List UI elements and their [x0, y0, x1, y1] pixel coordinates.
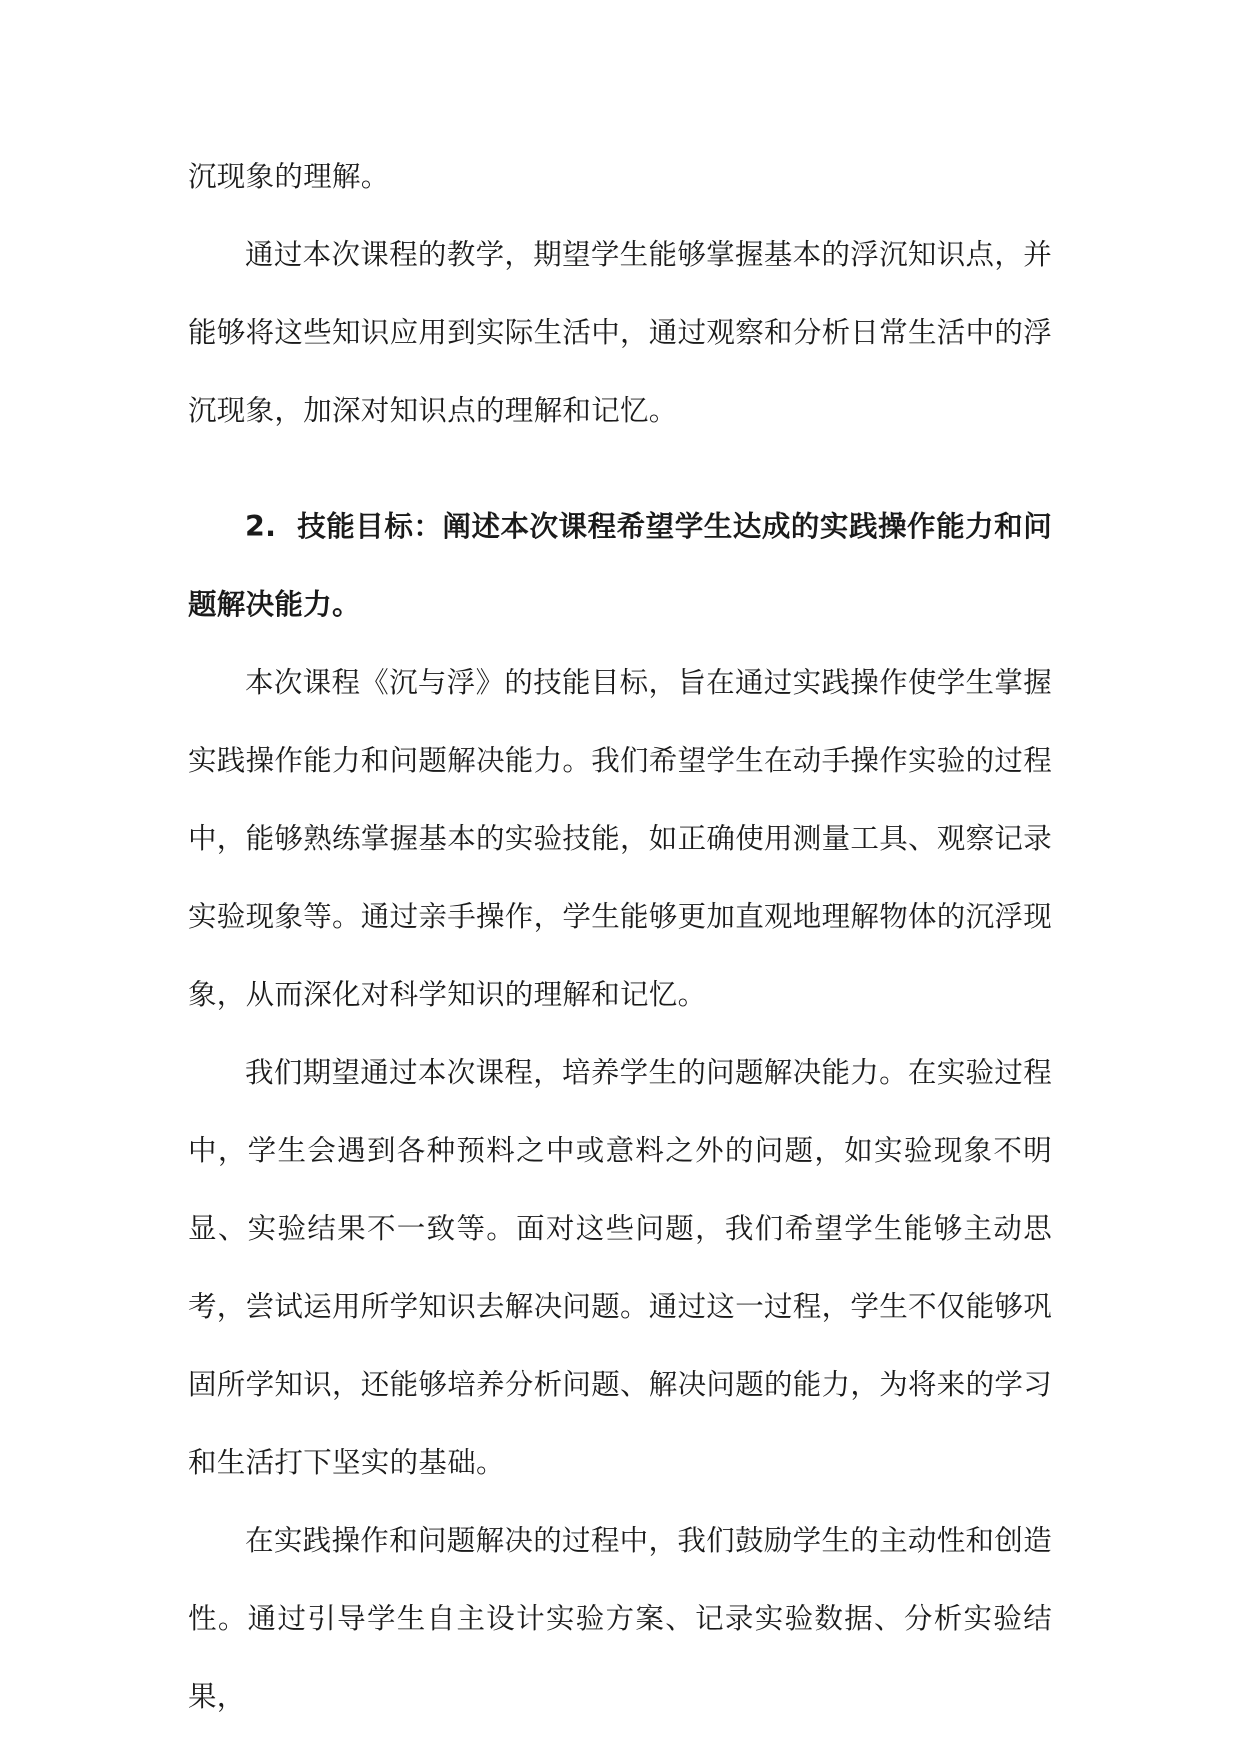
paragraph-problem-solving: 我们期望通过本次课程，培养学生的问题解决能力。在实验过程中，学生会遇到各种预料之中或意料之外的问题，如实验现象不明显、实验结果不一致等。面对这些问题，我们希望学生能够主动思考，尝试运用所学知识去解决问题。通过这一过程，学生不仅能够巩固所学知识，还能够培养分析问题、解决问题的能力，为将来的学习和生活打下坚实的基础。	[188, 1056, 1053, 1479]
section-heading-text: 技能目标：阐述本次课程希望学生达成的实践操作能力和问题解决能力。	[188, 510, 1052, 621]
section-heading	[188, 488, 1052, 644]
paragraph-continuation: 沉现象的理解。	[188, 160, 390, 193]
section-number: 2.	[245, 510, 277, 543]
document-body	[188, 138, 1052, 1736]
paragraph-creativity: 在实践操作和问题解决的过程中，我们鼓励学生的主动性和创造性。通过引导学生自主设计实验方案、记录实验数据、分析实验结果，	[188, 1524, 1052, 1713]
paragraph-knowledge-goal: 通过本次课程的教学，期望学生能够掌握基本的浮沉知识点，并能够将这些知识应用到实际生活中，通过观察和分析日常生活中的浮沉现象，加深对知识点的理解和记忆。	[188, 238, 1053, 427]
paragraph-skill-goal: 本次课程《沉与浮》的技能目标，旨在通过实践操作使学生掌握实践操作能力和问题解决能力。我们希望学生在动手操作实验的过程中，能够熟练掌握基本的实验技能，如正确使用测量工具、观察记录实验现象等。通过亲手操作，学生能够更加直观地理解物体的沉浮现象，从而深化对科学知识的理解和记忆。	[188, 666, 1053, 1011]
